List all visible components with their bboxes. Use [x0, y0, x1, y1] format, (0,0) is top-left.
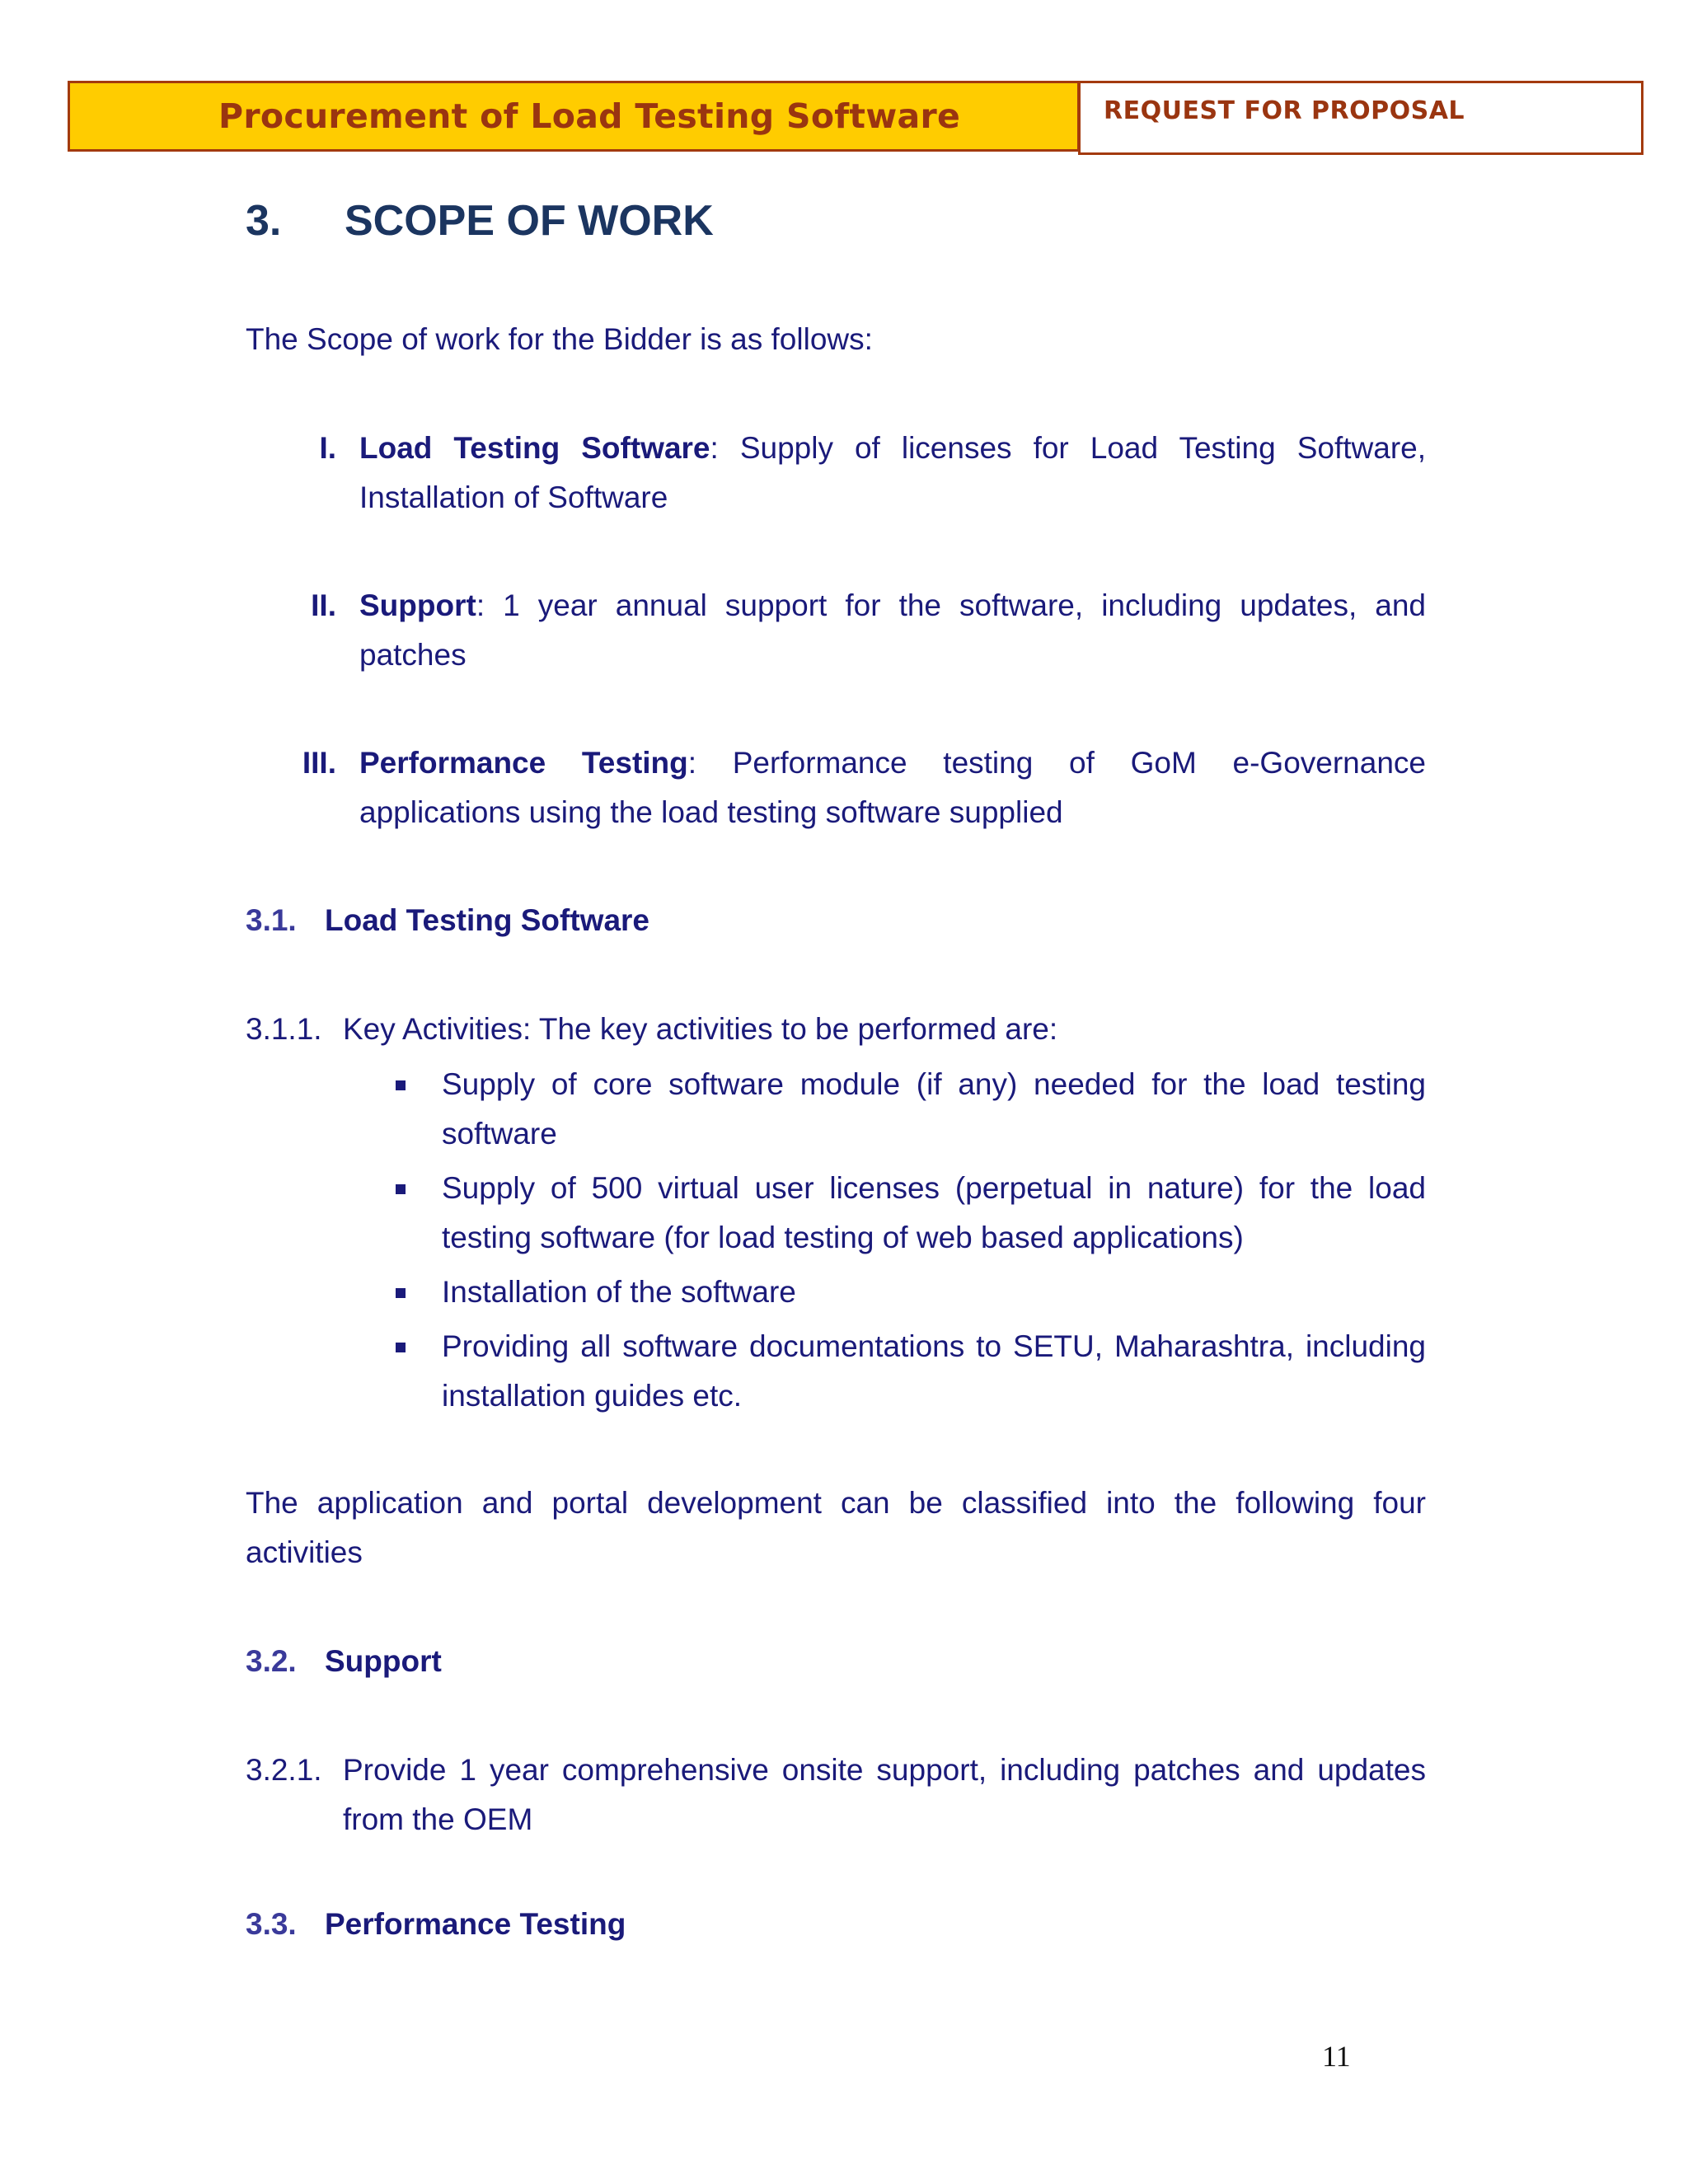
subsection-heading-3-1: [246, 903, 649, 938]
list-item: [387, 1322, 1426, 1421]
scope-item-body: [359, 424, 1426, 523]
scope-item-text: : 1 year annual support for the software, including updates, and patches: [359, 588, 1426, 672]
scope-item-numeral: II.: [311, 588, 336, 622]
scope-item-body: [359, 738, 1426, 837]
subsection-heading-3-3: [246, 1907, 626, 1942]
list-item: [387, 1164, 1426, 1263]
list-item-text: Supply of 500 virtual user licenses (perpetual in nature) for the load testing software (for load testing of web based applications): [442, 1171, 1426, 1254]
scope-item-numeral: I.: [319, 431, 336, 465]
intro-paragraph: The Scope of work for the Bidder is as follows:: [246, 322, 873, 356]
scope-item-numeral: III.: [302, 746, 336, 780]
section-number: 3.: [246, 197, 282, 245]
paragraph-number: 3.1.1.: [246, 1012, 322, 1046]
subsection-title: Support: [325, 1644, 442, 1678]
section-title: SCOPE OF WORK: [345, 197, 714, 245]
subsection-title: Performance Testing: [325, 1907, 626, 1941]
subsection-number: 3.1.: [246, 903, 297, 937]
header-title-box: [68, 81, 1080, 152]
page-number: 11: [1322, 2040, 1351, 2073]
scope-item-body: [359, 581, 1426, 680]
paragraph-text: Key Activities: The key activities to be performed are:: [343, 1012, 1058, 1046]
subsection-title: Load Testing Software: [325, 903, 650, 937]
list-item: [387, 1268, 1426, 1317]
scope-item-title: Performance Testing: [359, 746, 688, 780]
scope-item-title: Support: [359, 588, 476, 622]
closing-paragraph: The application and portal development can be classified into the following four activities: [246, 1486, 1426, 1569]
scope-item-title: Load Testing Software: [359, 431, 710, 465]
scope-item-text: : Performance testing of GoM e-Governance applications using the load testing software supplied: [359, 746, 1426, 829]
list-item-text: Supply of core software module (if any) needed for the load testing software: [442, 1067, 1426, 1151]
header-label: REQUEST FOR PROPOSAL: [1104, 96, 1465, 125]
section-heading: [246, 196, 714, 246]
page-header: [68, 81, 1643, 153]
square-bullet-icon: [396, 1288, 406, 1298]
key-activities-list: [387, 1060, 1426, 1426]
square-bullet-icon: [396, 1080, 406, 1090]
list-item: [387, 1060, 1426, 1159]
list-item-text: Providing all software documentations to SETU, Maharashtra, including installation guides etc.: [442, 1329, 1426, 1413]
square-bullet-icon: [396, 1343, 406, 1352]
list-item-text: Installation of the software: [442, 1275, 796, 1309]
scope-item-text: : Supply of licenses for Load Testing Software, Installation of Software: [359, 431, 1427, 514]
square-bullet-icon: [396, 1184, 406, 1194]
subsection-heading-3-2: [246, 1644, 442, 1679]
paragraph-text: Provide 1 year comprehensive onsite support, including patches and updates from the OEM: [343, 1753, 1426, 1836]
subsection-number: 3.2.: [246, 1644, 297, 1678]
header-label-box: [1078, 81, 1643, 155]
header-title: Procurement of Load Testing Software: [218, 96, 961, 136]
paragraph-number: 3.2.1.: [246, 1753, 322, 1787]
subsection-number: 3.3.: [246, 1907, 297, 1941]
